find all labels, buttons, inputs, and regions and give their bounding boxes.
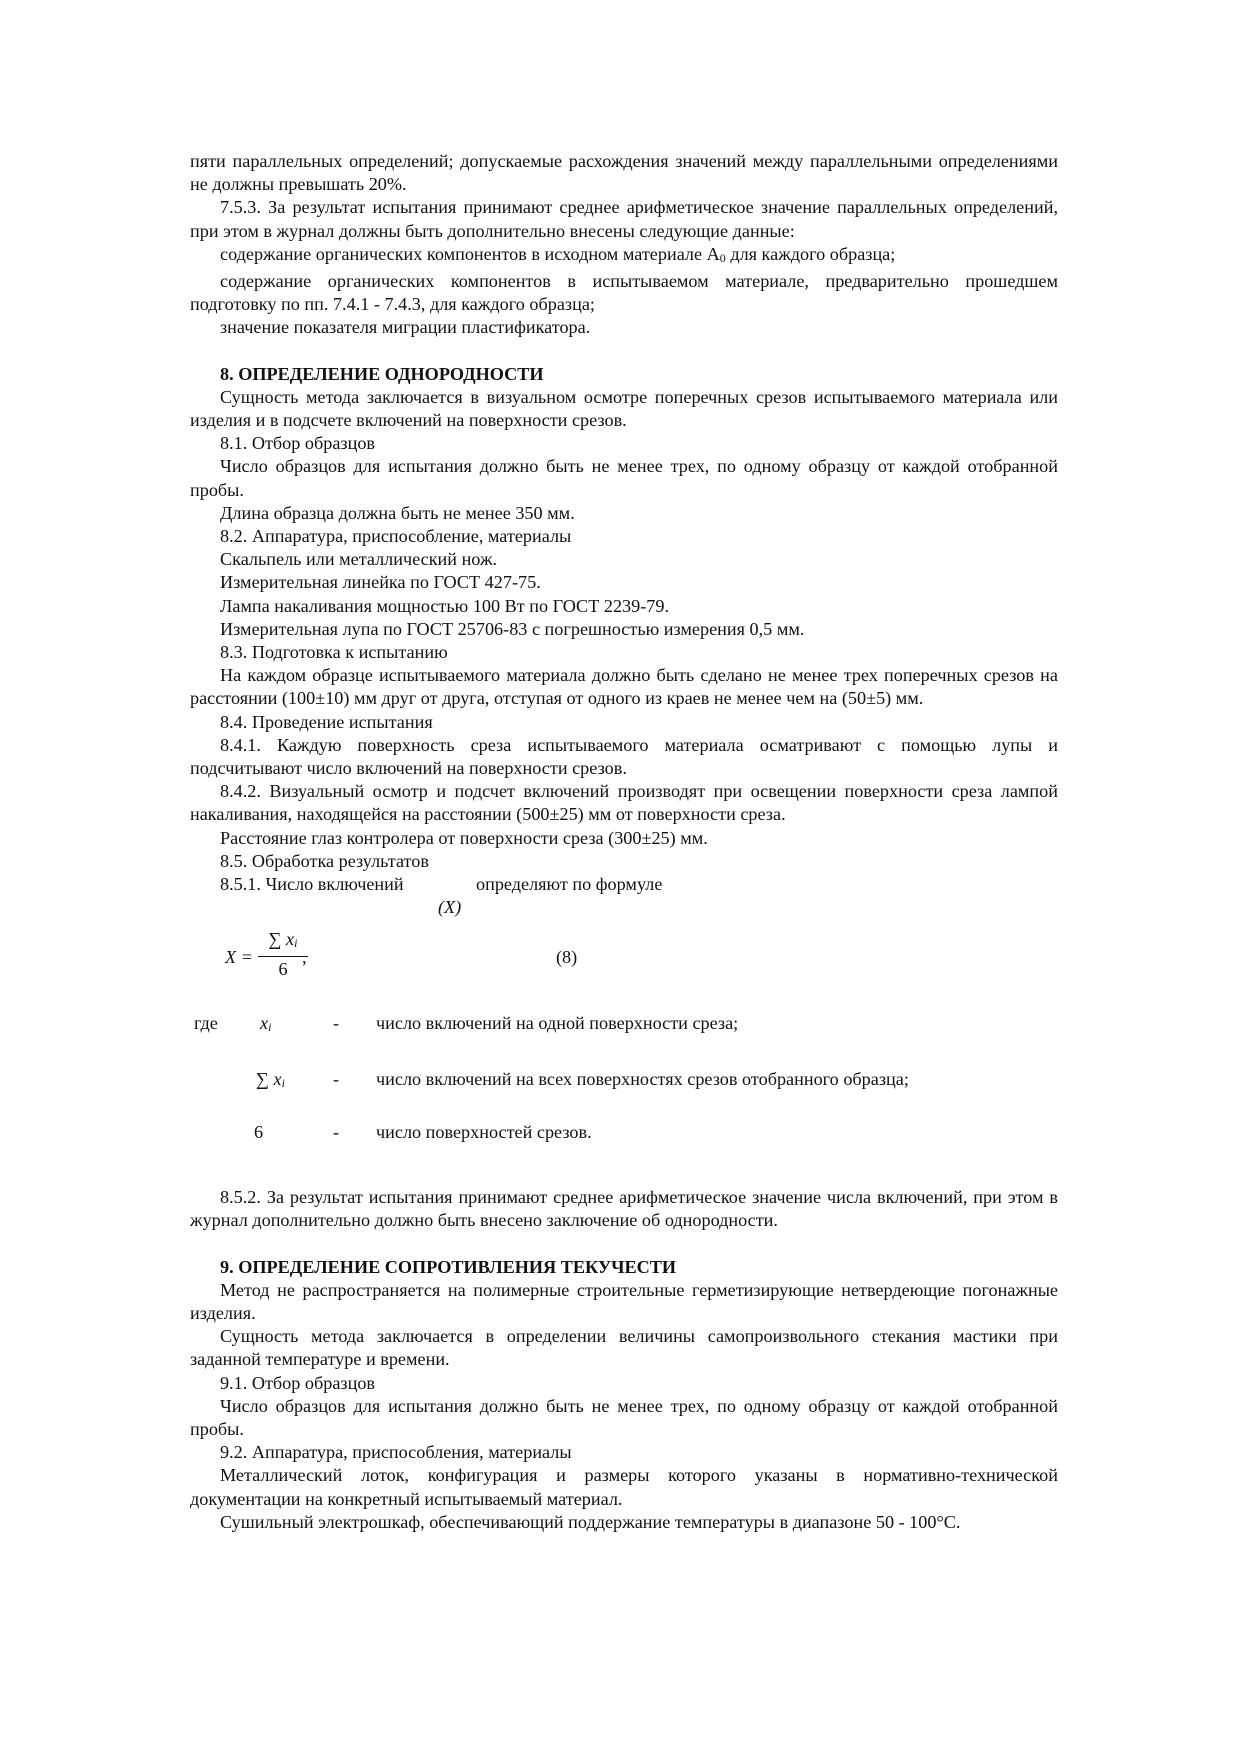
paragraph: Лампа накаливания мощностью 100 Вт по ГОСТ 2239-79. (220, 595, 670, 616)
paragraph: Металлический лоток, конфигурация и размеры которого указаны в нормативно-технической документации на конкретный испытываемый материал. (190, 1465, 1058, 1509)
subscript: i (268, 1020, 272, 1035)
paragraph: Скальпель или металлический нож. (220, 549, 498, 570)
paragraph: Расстояние глаз контролера от поверхности среза (300±25) мм. (220, 827, 708, 848)
where-dash: - (333, 1122, 340, 1143)
where-dash: - (333, 1013, 340, 1034)
formula-variable-line (190, 896, 1058, 920)
formula-lhs: X = (225, 947, 253, 968)
formula-denominator: 6 (278, 959, 288, 980)
where-block (190, 1006, 1058, 1186)
where-symbol: 6 (254, 1122, 264, 1143)
formula-variable: (X) (438, 897, 462, 918)
section-heading-8: 8. ОПРЕДЕЛЕНИЕ ОДНОРОДНОСТИ (220, 363, 544, 384)
text-span: ∑ x (256, 1069, 282, 1090)
subsection-title: 8.5. Обработка результатов (220, 850, 429, 871)
where-row (190, 1012, 1058, 1042)
subscript: i (294, 936, 298, 951)
paragraph: Сущность метода заключается в визуальном осмотре поперечных срезов испытываемого материала или изделия и в подсчете включений на поверхности срезов. (190, 386, 1058, 431)
subsection-title: 9.1. Отбор образцов (220, 1372, 376, 1393)
subsection-title: 8.4. Проведение испытания (220, 711, 433, 732)
subsection-title: 8.3. Подготовка к испытанию (220, 642, 448, 663)
where-symbol (256, 1068, 285, 1095)
subsection-title: 9.2. Аппаратура, приспособления, материалы (220, 1442, 572, 1463)
document-page (190, 150, 1058, 1534)
paragraph: 8.4.2. Визуальный осмотр и подсчет включений производят при освещении поверхности среза лампой накаливания, находящейся на расстоянии (500±25) мм от поверхности среза. (190, 781, 1058, 825)
formula-fraction (258, 928, 308, 981)
subsection-title: 8.2. Аппаратура, приспособление, материалы (220, 526, 572, 547)
subscript: i (281, 1076, 285, 1091)
subscript: 0 (719, 250, 726, 265)
paragraph: пяти параллельных определений; допускаемые расхождения значений между параллельными определениями не должны превышать 20%. (190, 151, 1058, 195)
paragraph: Сушильный электрошкаф, обеспечивающий поддержание температуры в диапазоне 50 - 100°С. (220, 1511, 961, 1532)
text-span: содержание органических компонентов в исходном материале А (220, 243, 720, 264)
formula-numerator (258, 928, 308, 957)
where-row (190, 1068, 1058, 1098)
text-span: ∑ x (268, 929, 295, 950)
text-span: 8.5.1. Число включений (220, 874, 404, 895)
paragraph: 8.5.2. За результат испытания принимают среднее арифметическое значение числа включений, при этом в журнал дополнительно должно быть внесено заключение об однородности. (190, 1187, 1058, 1231)
paragraph-ao (190, 243, 1058, 270)
paragraph: На каждом образце испытываемого материала должно быть сделано не менее трех поперечных срезов на расстоянии (100±10) мм друг от друга, отступая от одного из краев не менее чем на (50±5) мм. (190, 665, 1058, 709)
paragraph: Сущность метода заключается в определении величины самопроизвольного стекания мастики при заданной температуре и времени. (190, 1326, 1058, 1370)
where-dash: - (333, 1069, 340, 1090)
equation-number: (8) (556, 947, 578, 968)
paragraph: Измерительная линейка по ГОСТ 427-75. (220, 572, 541, 593)
paragraph: содержание органических компонентов в испытываемом материале, предварительно прошедшем подготовку по пп. 7.4.1 - 7.4.3, для каждого образца; (190, 271, 1058, 315)
paragraph: значение показателя миграции пластификатора. (220, 317, 591, 338)
paragraph: 8.4.1. Каждую поверхность среза испытываемого материала осматривают с помощью лупы и подсчитывают число включений на поверхности срезов. (190, 734, 1058, 779)
where-text: число поверхностей срезов. (376, 1122, 592, 1143)
where-row (190, 1121, 1058, 1151)
paragraph: Длина образца должна быть не менее 350 мм. (220, 502, 575, 523)
text-span: для каждого образца; (725, 243, 896, 264)
where-symbol (260, 1012, 271, 1039)
text-span: x (260, 1013, 269, 1034)
paragraph: Число образцов для испытания должно быть не менее трех, по одному образцу от каждой отобранной пробы. (190, 1395, 1058, 1439)
formula-intro-line (190, 873, 1058, 896)
formula-8 (190, 926, 1058, 998)
section-heading-9: 9. ОПРЕДЕЛЕНИЕ СОПРОТИВЛЕНИЯ ТЕКУЧЕСТИ (220, 1256, 677, 1277)
where-text: число включений на всех поверхностях срезов отобранного образца; (376, 1069, 909, 1090)
paragraph: Измерительная лупа по ГОСТ 25706-83 с погрешностью измерения 0,5 мм. (220, 618, 805, 639)
paragraph: 7.5.3. За результат испытания принимают среднее арифметическое значение параллельных определений, при этом в журнал должны быть дополнительно внесены следующие данные: (190, 197, 1058, 241)
where-label: где (194, 1013, 218, 1034)
where-text: число включений на одной поверхности среза; (376, 1013, 739, 1034)
paragraph: Метод не распространяется на полимерные строительные герметизирующие нетвердеющие погонажные изделия. (190, 1279, 1058, 1323)
text-span: определяют по формуле (476, 874, 663, 895)
formula-comma: , (302, 947, 307, 968)
paragraph: Число образцов для испытания должно быть не менее трех, по одному образцу от каждой отобранной пробы. (190, 456, 1058, 500)
subsection-title: 8.1. Отбор образцов (220, 433, 376, 454)
